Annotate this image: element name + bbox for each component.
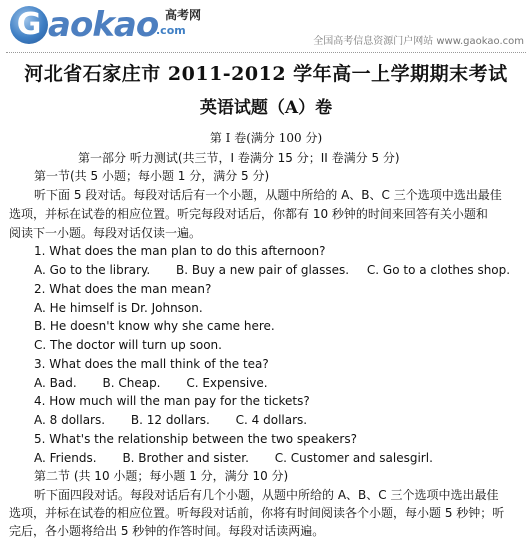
gaokao-logo[interactable] (8, 4, 208, 48)
option-c: C. 4 dollars. (235, 413, 308, 427)
part-heading: 第一部分 听力测试(共三节，I 卷满分 15 分；II 卷满分 5 分) (78, 151, 400, 165)
option-c: C. The doctor will turn up soon. (34, 338, 222, 352)
option-b: B. Buy a new pair of glasses. (176, 263, 350, 277)
option-a: A. Bad. (34, 376, 77, 390)
option-b: B. He doesn't know why she came here. (34, 319, 275, 333)
exam-subtitle: 英语试题（A）卷 (199, 98, 333, 118)
question-options (34, 412, 307, 428)
question-text: 5. What's the relationship between the two speakers? (34, 432, 357, 446)
logo-chinese-name: 高考网 (165, 8, 202, 22)
option-c: C. Go to a clothes shop. (366, 263, 511, 277)
instruction-line: 完后，各小题将给出 5 秒钟的作答时间。每段对话读两遍。 (9, 524, 325, 538)
option-a: A. Go to the library. (34, 263, 151, 277)
question-options (34, 375, 268, 391)
question-text: 1. What does the man plan to do this afternoon? (34, 244, 326, 258)
question-options (34, 262, 510, 278)
instruction-line: 选项，并标在试卷的相应位置。听每段对话前，你将有时间阅读各个小题，每小题 5 秒钟；听 (9, 506, 505, 520)
logo-letter: G (10, 6, 48, 44)
section-heading: 第一节(共 5 小题；每小题 1 分，满分 5 分) (34, 169, 270, 183)
instruction-line: 听下面四段对话。每段对话后有几个小题，从题中所给的 A、B、C 三个选项中选出最佳 (34, 488, 499, 502)
logo-word: aokao (48, 5, 159, 45)
option-a: A. Friends. (34, 451, 97, 465)
question-options (34, 450, 433, 466)
question-text: 3. What does the mall think of the tea? (34, 357, 269, 371)
question-text: 2. What does the man mean? (34, 282, 212, 296)
option-a: A. 8 dollars. (34, 413, 106, 427)
logo-domain: .com (156, 24, 186, 37)
page-header (0, 0, 532, 54)
option-a: A. He himself is Dr. Johnson. (34, 301, 203, 315)
option-b: B. Brother and sister. (122, 451, 249, 465)
volume-heading: 第 I 卷(满分 100 分) (209, 131, 323, 145)
option-b: B. 12 dollars. (130, 413, 210, 427)
option-b: B. Cheap. (102, 376, 161, 390)
header-divider (6, 52, 526, 53)
instruction-line: 选项，并标在试卷的相应位置。听完每段对话后，你都有 10 秒钟的时间来回答有关小题和 (9, 207, 488, 221)
option-c: C. Customer and salesgirl. (274, 451, 433, 465)
option-c: C. Expensive. (186, 376, 268, 390)
section-heading: 第二节 (共 10 小题；每小题 1 分，满分 10 分) (34, 469, 289, 483)
exam-title: 河北省石家庄市 2011-2012 学年高一上学期期末考试 (24, 63, 508, 85)
instruction-line: 听下面 5 段对话。每段对话后有一个小题，从题中所给的 A、B、C 三个选项中选出最佳 (34, 188, 502, 202)
instruction-line: 阅读下一小题。每段对话仅读一遍。 (9, 226, 202, 240)
question-text: 4. How much will the man pay for the tickets? (34, 394, 310, 408)
portal-tagline: 全国高考信息资源门户网站 www.gaokao.com (313, 36, 524, 47)
